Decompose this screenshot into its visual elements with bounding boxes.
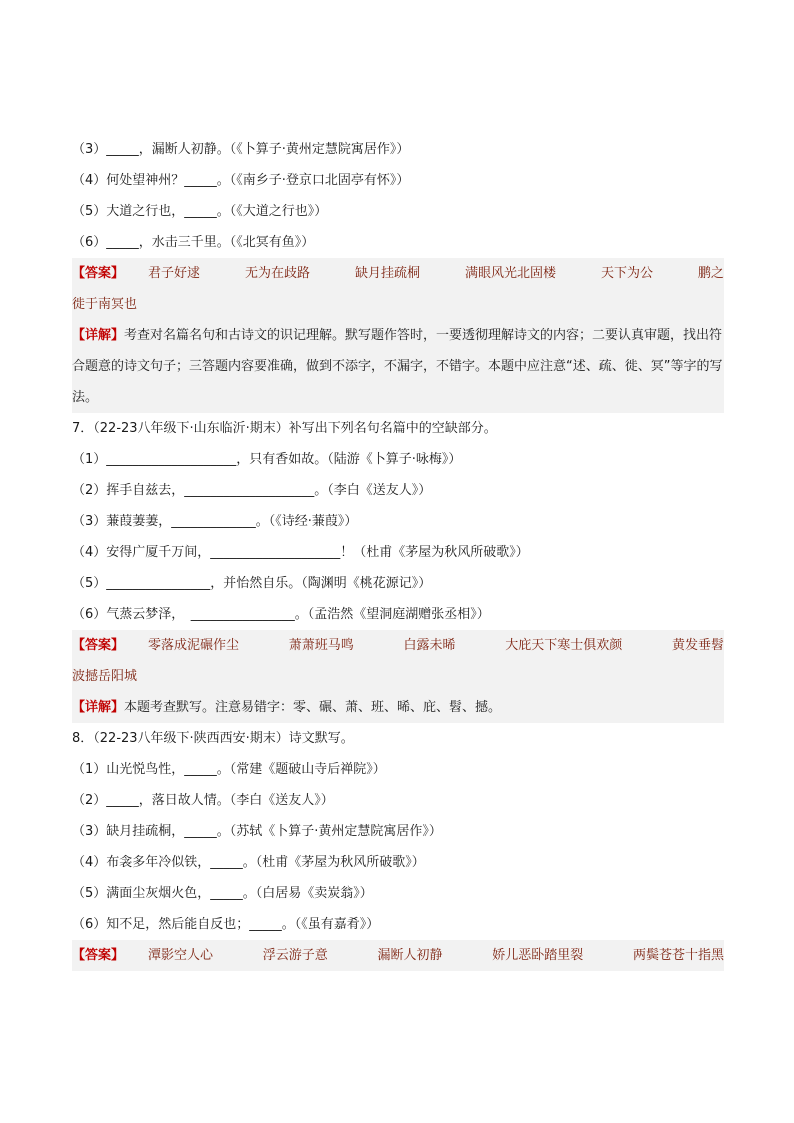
prev-question-lines [72, 134, 724, 258]
answer-row [72, 630, 724, 661]
answer-item: 潭影空人心 [148, 948, 214, 963]
answer-label: 【答案】 [72, 638, 125, 653]
answer-panel [72, 258, 724, 413]
answer-item: 天下为公 [600, 266, 653, 281]
question-line: （1）山光悦鸟性，_____。（常建《题破山寺后禅院》） [72, 762, 386, 777]
answer-item: 满眼风光北固楼 [464, 266, 556, 281]
question-line: （1）____________________，只有香如故。（陆游《卜算子·咏梅》） [72, 452, 462, 467]
answer-items [148, 630, 724, 661]
answer-wrap: 徙于南冥也 [72, 297, 138, 312]
answer-item: 浮云游子意 [262, 948, 328, 963]
question-line: （2）挥手自兹去，____________________。（李白《送友人》） [72, 483, 432, 498]
answer-item: 君子好逑 [148, 266, 201, 281]
answer-item: 白露未晞 [403, 638, 456, 653]
question-8-heading: 8．（22-23八年级下·陕西西安·期末）诗文默写。 [72, 731, 354, 746]
answer-item: 大庇天下寒士俱欢颜 [505, 638, 623, 653]
answer-item: 娇儿恶卧踏里裂 [492, 948, 584, 963]
answer-item: 零落成泥碾作尘 [148, 638, 240, 653]
question-line: （6）_____，水击三千里。（《北冥有鱼》） [72, 235, 315, 250]
question-line: （5）大道之行也，_____。（《大道之行也》） [72, 204, 328, 219]
answer-item: 两鬓苍苍十指黑 [632, 948, 724, 963]
question-line: （3）蒹葭萋萋，_____________。（《诗经·蒹葭》） [72, 514, 358, 529]
answer-label: 【答案】 [72, 948, 125, 963]
question-line: （4）何处望神州？_____。（《南乡子·登京口北固亭有怀》） [72, 173, 410, 188]
answer-wrap: 波撼岳阳城 [72, 669, 138, 684]
question-line: （3）_____，漏断人初静。（《卜算子·黄州定慧院寓居作》） [72, 142, 410, 157]
answer-panel [72, 630, 724, 723]
answer-item: 无为在歧路 [244, 266, 310, 281]
answer-items [148, 258, 724, 289]
answer-item: 缺月挂疏桐 [354, 266, 420, 281]
detail-paragraph [72, 320, 724, 413]
question-7-lines [72, 444, 724, 630]
detail-text: 考查对名篇名句和古诗文的识记理解。默写题作答时，一要透彻理解诗文的内容；二要认真审题，找出符合题意的诗文句子；三答题内容要准确，做到不添字，不漏字，不错字。本题中应注意“述、疏、徙、冥”等字的写法。 [72, 328, 723, 405]
answer-label: 【答案】 [72, 266, 125, 281]
question-line: （6）气蒸云梦泽， ________________。（孟浩然《望洞庭湖赠张丞相》） [72, 607, 490, 622]
question-line: （5）满面尘灰烟火色，_____。（白居易《卖炭翁》） [72, 886, 373, 901]
detail-label: 【详解】 [72, 328, 125, 343]
answer-item: 漏断人初静 [377, 948, 443, 963]
question-line: （3）缺月挂疏桐，_____。（苏轼《卜算子·黄州定慧院寓居作》） [72, 824, 442, 839]
answer-row [72, 940, 724, 971]
question-line: （5）________________，并怡然自乐。（陶渊明《桃花源记》） [72, 576, 432, 591]
answer-row [72, 258, 724, 289]
detail-text: 本题考查默写。注意易错字：零、碾、萧、班、晞、庇、髫、撼。 [124, 700, 502, 715]
question-line: （4）安得广厦千万间，____________________！（杜甫《茅屋为秋风所破歌》） [72, 545, 529, 560]
answer-item: 鹏之 [697, 266, 724, 281]
detail-paragraph [72, 692, 724, 723]
answer-items [148, 940, 724, 971]
question-8-lines [72, 754, 724, 940]
answer-panel [72, 940, 724, 971]
answer-item: 黄发垂髫 [671, 638, 724, 653]
question-line: （6）知不足，然后能自反也；_____。（《虽有嘉肴》） [72, 917, 380, 932]
question-7-heading: 7．（22-23八年级下·山东临沂·期末）补写出下列名句名篇中的空缺部分。 [72, 421, 497, 436]
detail-label: 【详解】 [72, 700, 125, 715]
document-page [72, 134, 724, 971]
answer-item: 萧萧班马鸣 [288, 638, 354, 653]
question-line: （2）_____，落日故人情。（李白《送友人》） [72, 793, 334, 808]
question-line: （4）布衾多年冷似铁，_____。（杜甫《茅屋为秋风所破歌》） [72, 855, 425, 870]
